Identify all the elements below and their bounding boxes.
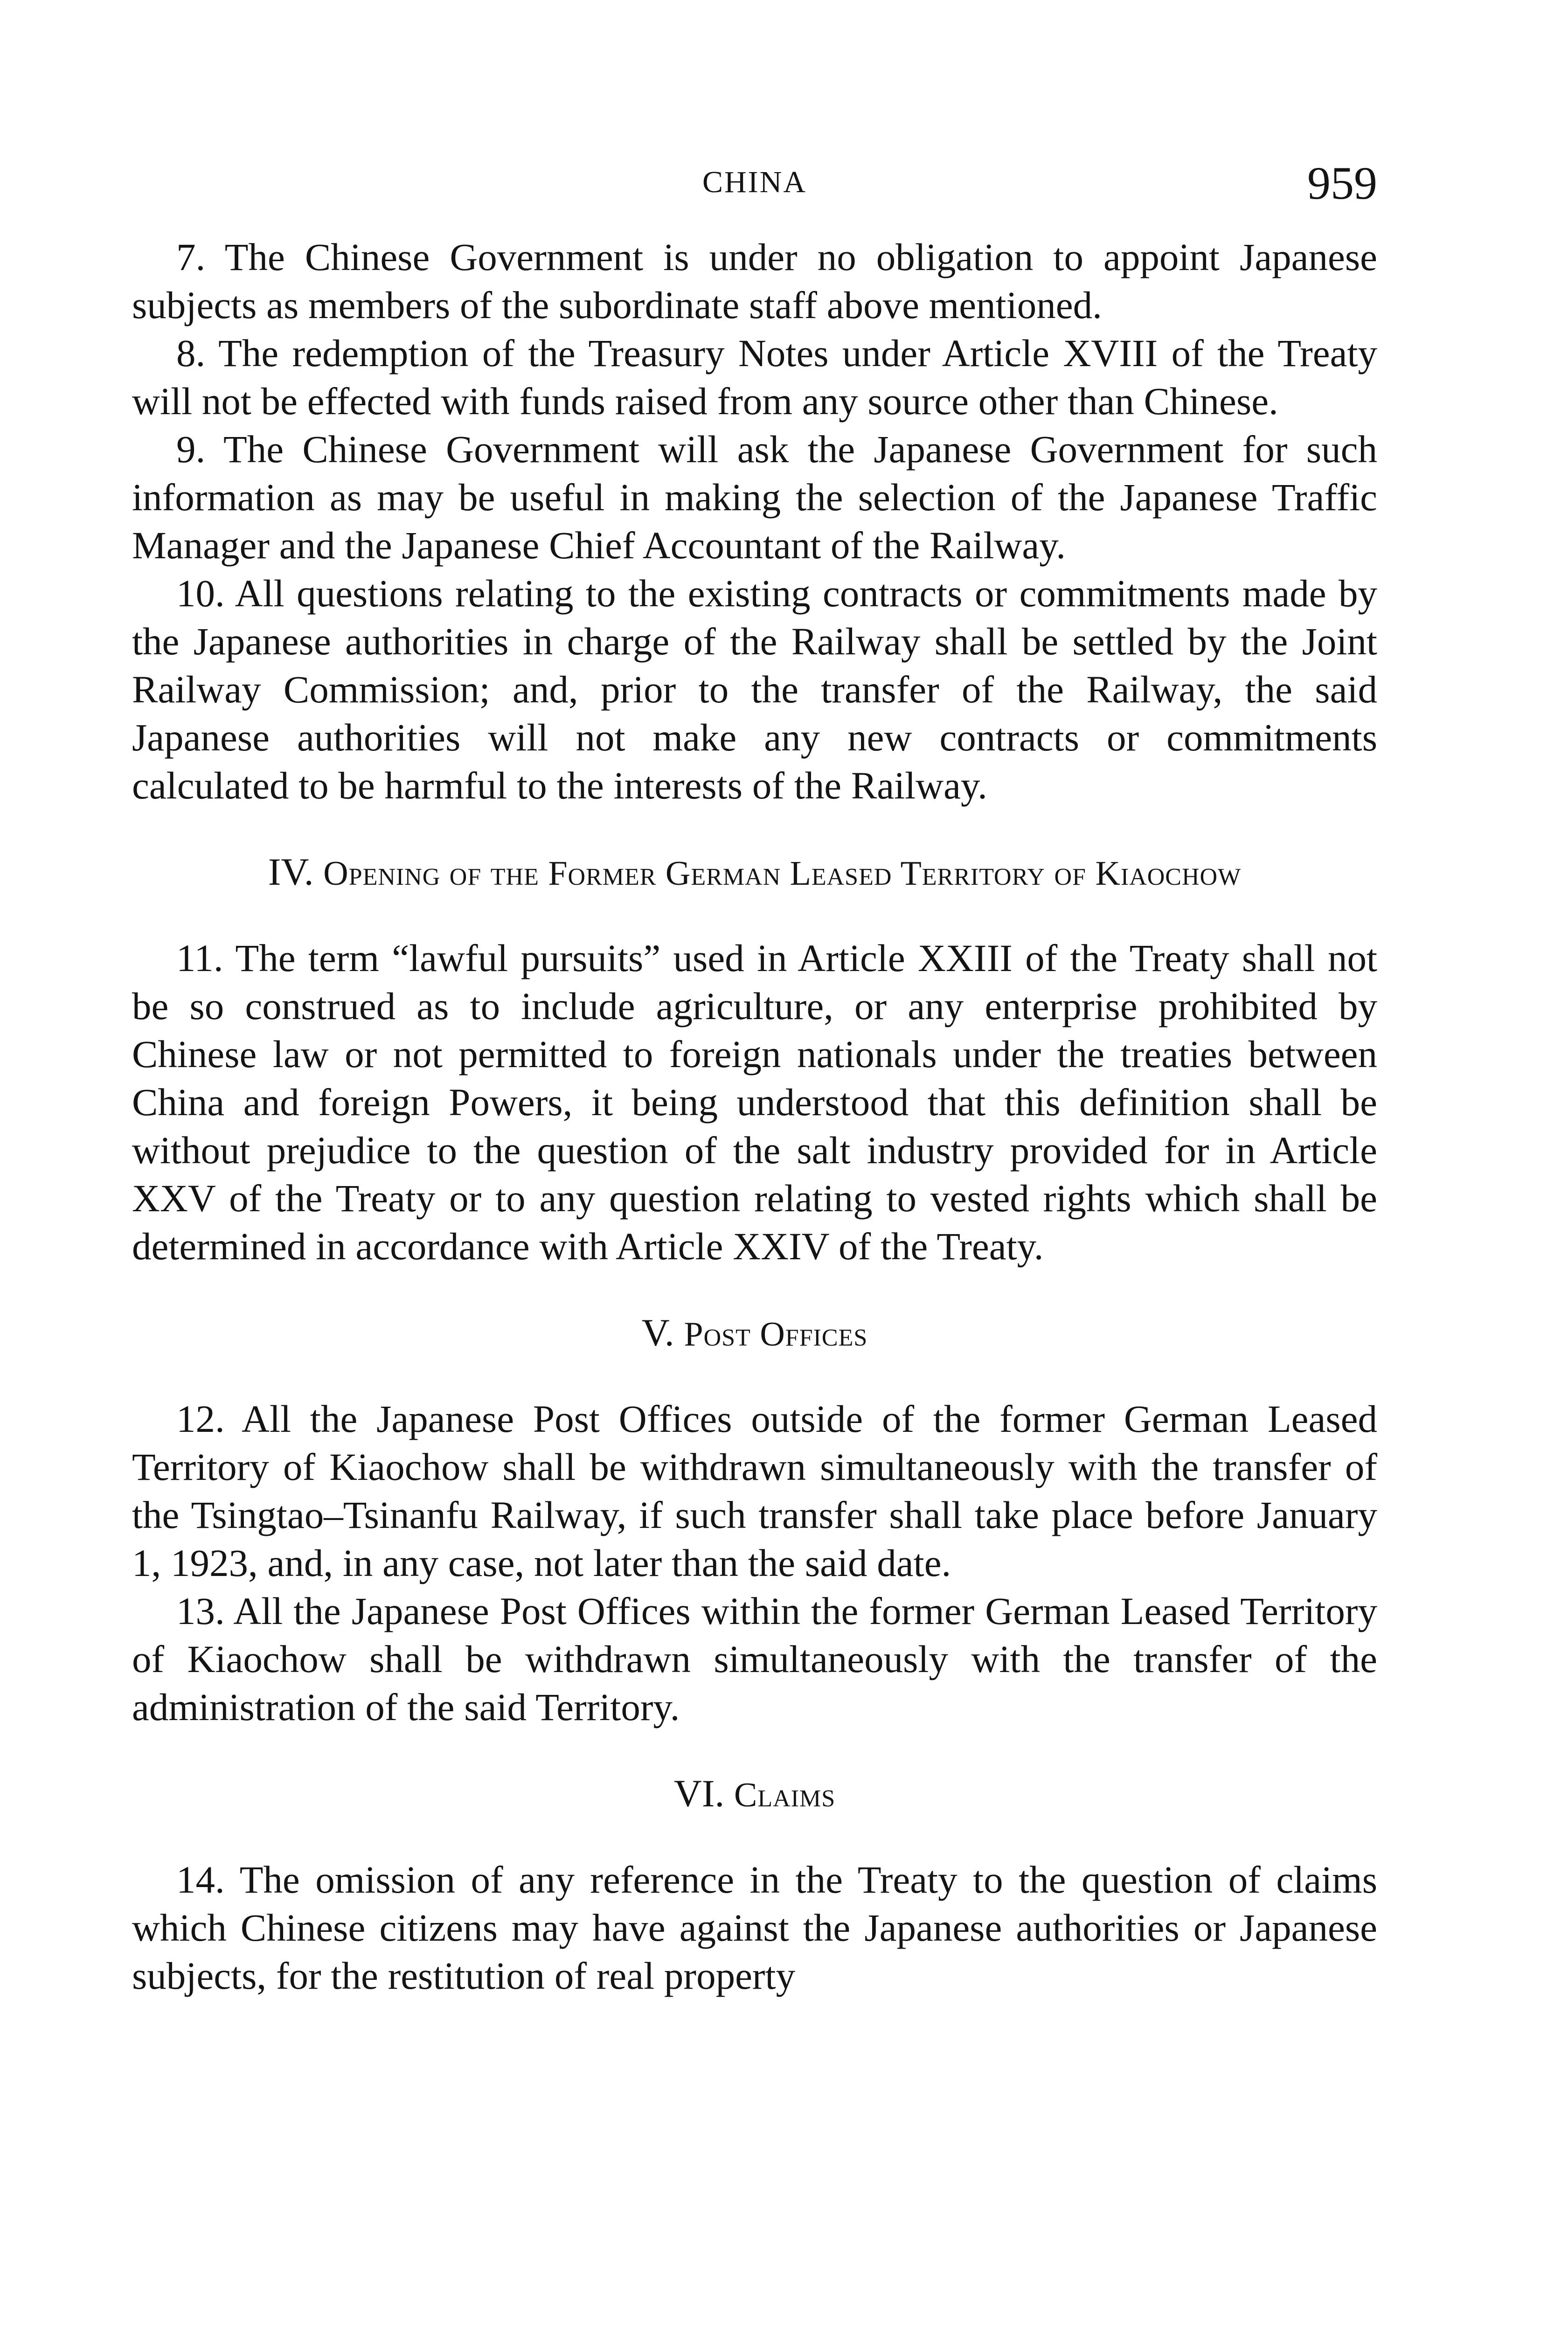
paragraph-11: 11. The term “lawful pursuits” used in Article XXIII of the Treaty shall not be so construed as to include agriculture, or any enterprise prohibited by Chinese law or not permitted to foreign nationals under the treaties between China and foreign Powers, it being understood that this definition shall be without prejudice to the question of the salt industry provided for in Article XXV of the Treaty or to any question relating to vested rights which shall be determined in accordance with Article XXIV of the Treaty.: [132, 937, 1377, 1268]
running-head: CHINA: [702, 165, 807, 199]
paragraph-14: 14. The omission of any reference in the Treaty to the question of claims which Chinese citizens may have against the Japanese authorities or Japanese subjects, for the restitution of real property: [132, 1858, 1377, 1997]
section-heading-iv: [132, 848, 1377, 898]
section-title: Post Offices: [684, 1315, 868, 1353]
paragraph-13: 13. All the Japanese Post Offices within the former German Leased Territory of Kiaochow shall be withdrawn simultaneously with the transfer of the administration of the said Territory.: [132, 1589, 1377, 1728]
paragraph-12: 12. All the Japanese Post Offices outside of the former German Leased Territory of Kiaochow shall be withdrawn simultaneously with the transfer of the Tsingtao–Tsinanfu Railway, if such transfer shall take place before January 1, 1923, and, in any case, not later than the said date.: [132, 1397, 1377, 1584]
section-number: VI.: [673, 1772, 725, 1815]
paragraph-9: 9. The Chinese Government will ask the Japanese Government for such information as may be useful in making the selection of the Japanese Traffic Manager and the Japanese Chief Accountant of the Railway.: [132, 428, 1377, 567]
page-header: [132, 156, 1377, 222]
section-title: Claims: [734, 1776, 836, 1814]
section-number: V.: [641, 1311, 674, 1354]
paragraph-7: 7. The Chinese Government is under no obligation to appoint Japanese subjects as members of the subordinate staff above mentioned.: [132, 236, 1377, 326]
section-title: Opening of the Former German Leased Territory of Kiaochow: [323, 854, 1242, 893]
section-heading-vi: [132, 1770, 1377, 1819]
paragraph-10: 10. All questions relating to the existing contracts or commitments made by the Japanese authorities in charge of the Railway shall be settled by the Joint Railway Commission; and, prior to the transfer of the Railway, the said Japanese authorities will not make any new contracts or commitments calculated to be harmful to the interests of the Railway.: [132, 572, 1377, 807]
paragraph-8: 8. The redemption of the Treasury Notes under Article XVIII of the Treaty will not be effected with funds raised from any source other than Chinese.: [132, 332, 1377, 423]
section-heading-v: [132, 1309, 1377, 1359]
body-text: [132, 233, 1377, 2000]
section-number: IV.: [268, 850, 314, 893]
page-number: 959: [1307, 157, 1377, 209]
